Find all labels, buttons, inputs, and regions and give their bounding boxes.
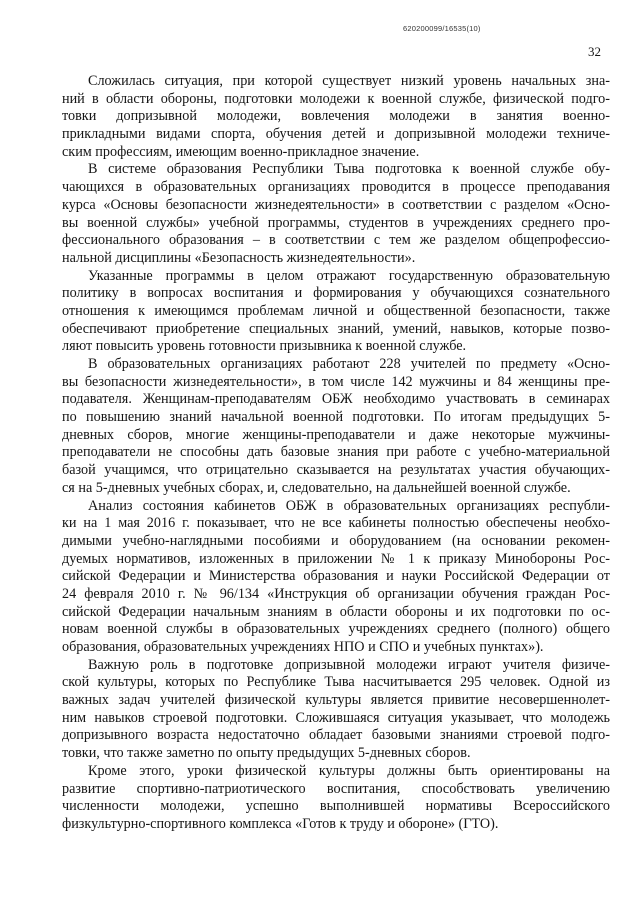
text-line: базой учащимся, что отрицательно сказывается на результатах участия обучающих- bbox=[62, 462, 610, 479]
text-line: ским профессиям, имеющим военно-прикладное значение. bbox=[62, 143, 420, 160]
text-line: отношения к имеющимся проблемам личной и общественной безопасности, также bbox=[62, 302, 610, 319]
document-body bbox=[62, 73, 610, 834]
text-line: численности молодежи, успешно выполнившей нормативы Всероссийского bbox=[62, 798, 610, 815]
text-line: прикладными видами спорта, обучения детей и допризывной молодежи техниче- bbox=[62, 126, 610, 143]
text-line: курса «Основы безопасности жизнедеятельности» в соответствии с разделом «Осно- bbox=[62, 196, 610, 213]
text-line: дневных сборов, многие женщины-преподаватели и даже некоторые мужчины- bbox=[62, 426, 610, 443]
text-line: Сложилась ситуация, при которой существует низкий уровень начальных зна- bbox=[88, 73, 610, 89]
text-line: дуемых нормативов, изложенных в приложении № 1 к приказу Минобороны Рос- bbox=[62, 550, 610, 567]
text-line: чающихся в образовательных организациях проводится в процессе преподавания bbox=[62, 179, 610, 196]
text-line: обеспечивают приобретение специальных знаний, умений, навыков, которые позво- bbox=[62, 320, 610, 337]
text-line: ний в области обороны, подготовки молодежи к военной службе, физической подго- bbox=[62, 90, 610, 107]
text-line: ним навыков строевой подготовки. Сложившаяся ситуация указывает, что молодежь bbox=[62, 709, 610, 726]
text-line: преподаватели не способны дать базовые знания при работе с учебно-материальной bbox=[62, 444, 610, 461]
text-line: димыми учебно-наглядными пособиями и оборудованием (на основании рекомен- bbox=[62, 532, 610, 549]
text-line: Кроме этого, уроки физической культуры должны быть ориентированы на bbox=[88, 762, 610, 779]
text-line: Указанные программы в целом отражают государственную образовательную bbox=[88, 267, 610, 284]
text-line: ки на 1 мая 2016 г. показывает, что не все кабинеты полностью обеспечены необхо- bbox=[62, 515, 610, 532]
text-line: товки допризывной молодежи, вовлечения молодежи в занятия военно- bbox=[62, 108, 610, 125]
text-line: сийской Федерации и Министерства образования и науки Российской Федерации от bbox=[62, 568, 610, 585]
text-line: физкультурно-спортивного комплекса «Готов к труду и обороне» (ГТО). bbox=[62, 815, 499, 832]
text-line: ся на 5-дневных учебных сборах, и, следовательно, на дальнейшей военной службе. bbox=[62, 479, 571, 496]
text-line: фессионального образования – в соответствии с тем же разделом общепрофессио- bbox=[62, 232, 610, 249]
text-line: Важную роль в подготовке допризывной молодежи играют учителя физиче- bbox=[88, 656, 610, 673]
text-line: Анализ состояния кабинетов ОБЖ в образовательных организациях республи- bbox=[88, 497, 610, 514]
text-line: новам военной службы в образовательных учреждениях среднего (полного) общего bbox=[62, 621, 610, 638]
text-line: ляют повысить уровень готовности призывника к военной службе. bbox=[62, 338, 467, 355]
text-line: товки, что также заметно по опыту предыдущих 5-дневных сборов. bbox=[62, 745, 471, 762]
text-line: развитие спортивно-патриотического воспитания, способствовать увеличению bbox=[62, 780, 610, 797]
text-line: образования, образовательных учреждениях НПО и СПО и учебных пунктах»). bbox=[62, 639, 544, 655]
text-line: политику в вопросах воспитания и формирования у обучающихся сознательного bbox=[62, 285, 610, 302]
text-line: ской культуры, которых по Республике Тыва насчитывается 295 человек. Одной из bbox=[62, 674, 610, 691]
text-line: нальной дисциплины «Безопасность жизнедеятельности». bbox=[62, 249, 416, 266]
text-line: сийской Федерации начальным знаниям в области обороны и их подготовки по ос- bbox=[62, 603, 610, 620]
text-line: допризывного возраста недостаточно обладает базовыми знаниями строевой подго- bbox=[62, 727, 610, 744]
text-line: подавателя. Женщинам-преподавателям ОБЖ необходимо участвовать в семинарах bbox=[62, 391, 610, 408]
text-line: вы военной службы» учебной программы, студентов в учреждениях среднего про- bbox=[62, 214, 610, 231]
text-line: вы безопасности жизнедеятельности», в том числе 142 мужчины и 84 женщины пре- bbox=[62, 373, 610, 390]
page-number: 32 bbox=[588, 44, 601, 59]
text-line: В образовательных организациях работают 228 учителей по предмету «Осно- bbox=[88, 356, 610, 372]
text-line: важных задач учителей физической культуры является привитие несовершеннолет- bbox=[62, 692, 610, 709]
text-line: В системе образования Республики Тыва подготовка к военной службе обу- bbox=[88, 161, 610, 178]
text-line: 24 февраля 2010 г. № 96/134 «Инструкция об организации обучения граждан Рос- bbox=[62, 585, 610, 602]
document-id: 620200099/16535(10) bbox=[403, 24, 481, 33]
text-line: по повышению знаний начальной военной подготовки. По итогам предыдущих 5- bbox=[62, 409, 610, 426]
